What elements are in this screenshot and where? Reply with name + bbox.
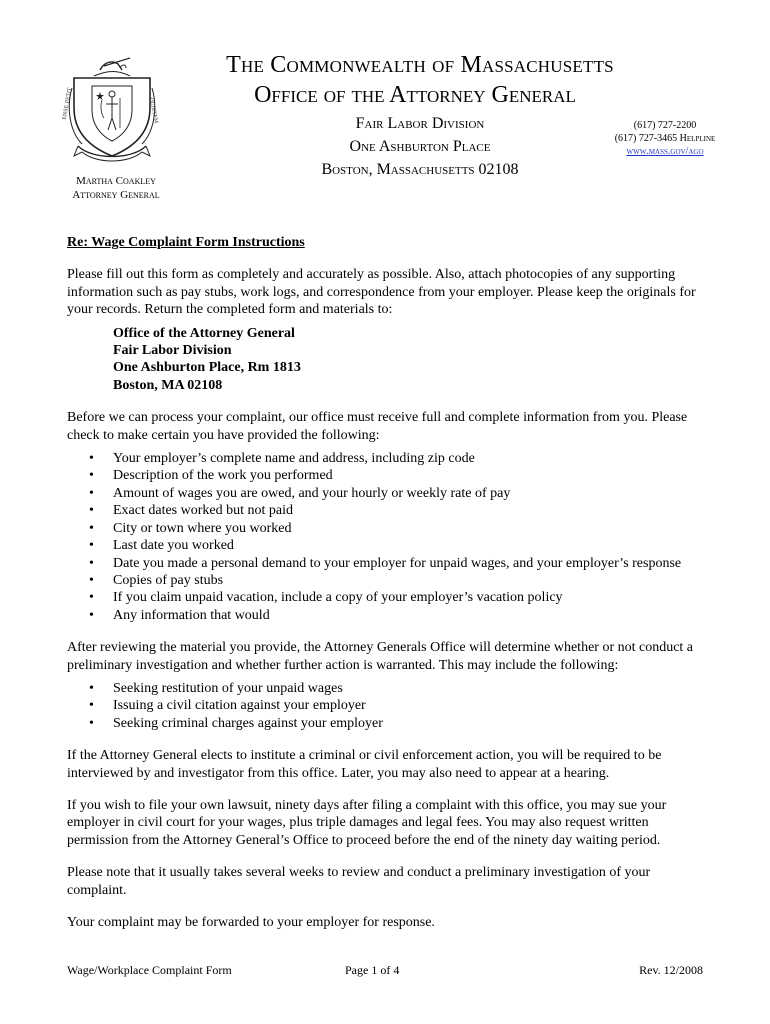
office-title: Office of the Attorney General: [254, 82, 576, 108]
helpline-phone: (617) 727-3465 Helpline: [614, 133, 716, 144]
list-item: • Your employer’s complete name and address, including zip code: [67, 450, 707, 467]
list-item: • Date you made a personal demand to your employer for unpaid wages, and your employer’s response: [67, 555, 707, 572]
svg-text:ENSE PETIT: ENSE PETIT: [61, 87, 74, 121]
subject-line: Re: Wage Complaint Form Instructions: [67, 235, 305, 250]
list-item: • City or town where you worked: [67, 520, 707, 537]
list-item: • Exact dates worked but not paid: [67, 502, 707, 519]
main-phone: (617) 727-2200: [633, 120, 697, 131]
list-item: • Last date you worked: [67, 537, 707, 554]
document-body: [67, 234, 707, 931]
lawsuit-paragraph: If you wish to file your own lawsuit, ninety days after filing a complaint with this office, you may sue your employer in civil court for your wages, plus triple damages and legal fees. You may also request written permission from the Attorney General’s Office to proceed before the end of the ninety day waiting period.: [67, 797, 667, 848]
svg-text:QUIETEM: QUIETEM: [147, 97, 159, 124]
forward-paragraph: Your complaint may be forwarded to your employer for response.: [67, 915, 435, 930]
address-line: Fair Labor Division: [113, 343, 232, 359]
massachusetts-seal-icon: [60, 48, 164, 172]
street-address: One Ashburton Place: [349, 138, 491, 155]
page-number: Page 1 of 4: [345, 963, 400, 977]
revision-date: Rev. 12/2008: [639, 963, 703, 977]
signatory-block: [56, 174, 176, 202]
form-name: Wage/Workplace Complaint Form: [67, 963, 232, 977]
list-item: • Seeking restitution of your unpaid wages: [67, 680, 707, 697]
intro-paragraph: Please fill out this form as completely and accurately as possible. Also, attach photocopies of any supporting information such as pay stubs, work logs, and correspondence from your employer. Please keep the originals for your records. Return the completed form and materials to:: [67, 267, 696, 318]
address-line: Boston, MA 02108: [113, 377, 223, 393]
list-item: • Copies of pay stubs: [67, 572, 707, 589]
possible-actions-list: [67, 680, 707, 732]
letterhead: [160, 50, 680, 181]
return-address: [113, 325, 707, 395]
address-line: One Ashburton Place, Rm 1813: [113, 360, 301, 376]
attorney-general-title: Attorney General: [72, 189, 160, 201]
list-item: • Issuing a civil citation against your employer: [67, 697, 707, 714]
timing-paragraph: Please note that it usually takes several weeks to review and conduct a preliminary investigation of your complaint.: [67, 865, 651, 898]
division-name: Fair Labor Division: [355, 115, 485, 132]
list-item: • If you claim unpaid vacation, include a copy of your employer’s vacation policy: [67, 589, 707, 606]
website-link[interactable]: www.mass.gov/ago: [626, 146, 704, 157]
commonwealth-title: The Commonwealth of Massachusetts: [226, 52, 614, 78]
after-review-paragraph: After reviewing the material you provide, the Attorney Generals Office will determine whether or not conduct a preliminary investigation and whether further action is warranted. This may include the following:: [67, 640, 694, 673]
list-item: • Seeking criminal charges against your employer: [67, 715, 707, 732]
required-info-list: [67, 450, 707, 624]
list-item: • Amount of wages you are owed, and your hourly or weekly rate of pay: [67, 485, 707, 502]
city-address: Boston, Massachusetts 02108: [321, 161, 519, 178]
list-item: • Description of the work you performed: [67, 467, 707, 484]
contact-block: [600, 119, 730, 158]
list-item: • Any information that would: [67, 607, 707, 624]
before-process-paragraph: Before we can process your complaint, our office must receive full and complete information from you. Please check to make certain you have provided the following:: [67, 410, 688, 443]
attorney-general-name: Martha Coakley: [76, 175, 156, 187]
address-line: Office of the Attorney General: [113, 325, 295, 341]
enforcement-paragraph: If the Attorney General elects to institute a criminal or civil enforcement action, you will be required to be interviewed by and investigator from this office. Later, you may also need to appear at a hearing.: [67, 748, 662, 781]
